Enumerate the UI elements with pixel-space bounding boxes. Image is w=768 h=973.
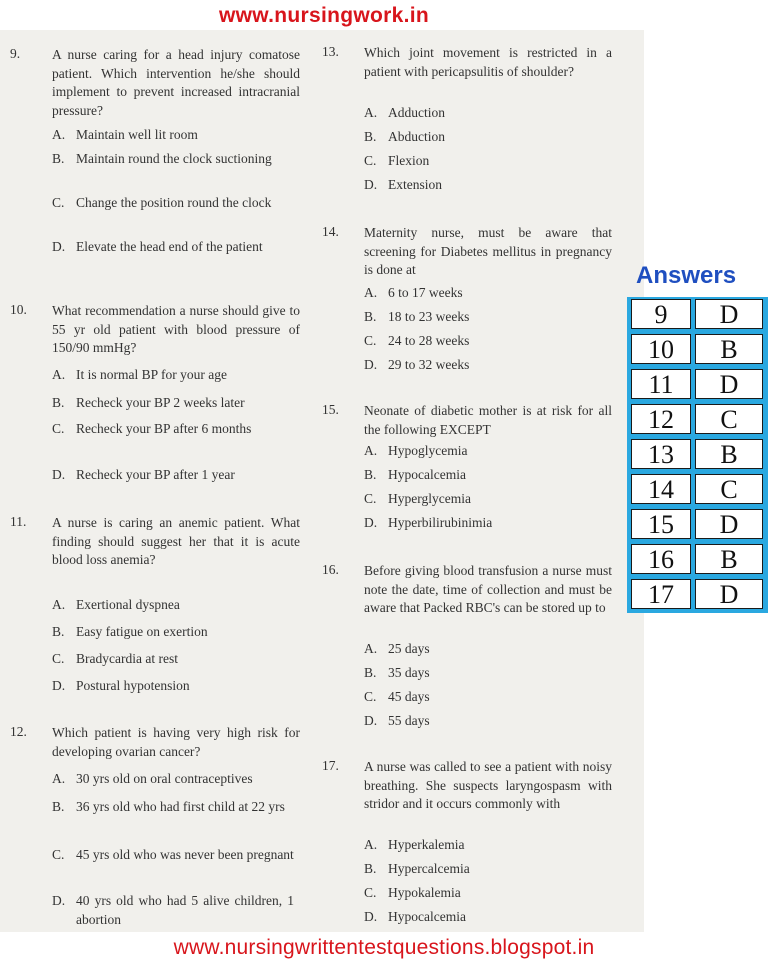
option-a: A. 30 yrs old on oral contraceptives [52, 771, 253, 786]
question-number: 15. [322, 402, 339, 417]
answer-question-number: 9 [631, 299, 691, 329]
answer-letter: B [695, 544, 763, 574]
option-d: D. Elevate the head end of the patient [52, 239, 263, 254]
answer-question-number: 11 [631, 369, 691, 399]
option-b: B. 35 days [364, 665, 430, 680]
answer-question-number: 10 [631, 334, 691, 364]
question-text: Which joint movement is restricted in a patient with pericapsulitis of shoulder? [364, 45, 612, 79]
answer-question-number: 16 [631, 544, 691, 574]
option-b: B. Recheck your BP 2 weeks later [52, 395, 245, 410]
option-b: B. Abduction [364, 129, 445, 144]
answer-row [627, 332, 768, 366]
answer-letter: D [695, 509, 763, 539]
option-d: D. 29 to 32 weeks [364, 357, 470, 372]
option-d: D. Recheck your BP after 1 year [52, 467, 235, 482]
option-b: B. 18 to 23 weeks [364, 309, 470, 324]
answer-question-number: 13 [631, 439, 691, 469]
question-number: 11. [10, 514, 27, 529]
answer-question-number: 14 [631, 474, 691, 504]
option-a: A. 6 to 17 weeks [364, 285, 463, 300]
question-number: 9. [10, 46, 21, 61]
answers-title: Answers [636, 262, 737, 289]
answer-letter: C [695, 474, 763, 504]
question-number: 17. [322, 758, 339, 773]
question-text: What recommendation a nurse should give to 55 yr old patient with blood pressure of 150/90 mmHg? [52, 303, 300, 355]
answer-letter: D [695, 299, 763, 329]
option-c: C. 45 days [364, 689, 430, 704]
option-c: C. Recheck your BP after 6 months [52, 421, 252, 436]
option-b: B. Hypocalcemia [364, 467, 466, 482]
question-text: Which patient is having very high risk for developing ovarian cancer? [52, 725, 300, 759]
option-a: A. Maintain well lit room [52, 127, 198, 142]
option-c: C. Bradycardia at rest [52, 651, 178, 666]
answer-question-number: 17 [631, 579, 691, 609]
footer-url[interactable]: www.nursingwrittentestquestions.blogspot.in [173, 936, 595, 959]
question-number: 16. [322, 562, 339, 577]
question-number: 10. [10, 302, 27, 317]
question-text: A nurse is caring an anemic patient. What finding should suggest her that it is acute blood loss anemia? [52, 515, 300, 567]
option-d: D. Extension [364, 177, 442, 192]
header-url[interactable]: www.nursingwork.in [219, 4, 429, 27]
answer-row [627, 472, 768, 506]
question-text: Maternity nurse, must be aware that screening for Diabetes mellitus in pregnancy is done at [364, 225, 612, 277]
answers-table [627, 297, 768, 613]
answer-letter: B [695, 439, 763, 469]
answer-row [627, 402, 768, 436]
answer-row [627, 542, 768, 576]
option-b: B. Easy fatigue on exertion [52, 624, 208, 639]
option-c: C. 45 yrs old who was never been pregnant [52, 847, 294, 862]
option-b: B. Maintain round the clock suctioning [52, 151, 272, 166]
answer-letter: D [695, 579, 763, 609]
option-c: C. Flexion [364, 153, 430, 168]
option-c: C. Hyperglycemia [364, 491, 471, 506]
answer-letter: D [695, 369, 763, 399]
question-text: A nurse was called to see a patient with noisy breathing. She suspects laryngospasm with stridor and it occurs commonly with [364, 759, 612, 811]
option-c: C. 24 to 28 weeks [364, 333, 470, 348]
option-c: C. Hypokalemia [364, 885, 461, 900]
option-b: B. 36 yrs old who had first child at 22 yrs [52, 799, 285, 814]
option-a: A. Hypoglycemia [364, 443, 468, 458]
answer-letter: C [695, 404, 763, 434]
question-sheet [0, 30, 644, 932]
answer-question-number: 12 [631, 404, 691, 434]
question-number: 14. [322, 224, 339, 239]
answer-row [627, 437, 768, 471]
option-d: D. Hyperbilirubinimia [364, 515, 493, 530]
answer-row [627, 367, 768, 401]
option-a: A. Exertional dyspnea [52, 597, 180, 612]
option-a: A. Hyperkalemia [364, 837, 465, 852]
option-d: D. Postural hypotension [52, 678, 190, 693]
question-text: A nurse caring for a head injury comatose patient. Which intervention he/she should implement to prevent increased intracranial pressure? [52, 47, 300, 118]
question-number: 13. [322, 44, 339, 59]
option-a: A. It is normal BP for your age [52, 367, 227, 382]
question-text: Neonate of diabetic mother is at risk for all the following EXCEPT [364, 403, 612, 437]
option-d: D. Hypocalcemia [364, 909, 466, 924]
option-c: C. Change the position round the clock [52, 195, 272, 210]
question-text: Before giving blood transfusion a nurse must note the date, time of collection and must be aware that Packed RBC's can be stored up to [364, 563, 612, 615]
answer-row [627, 297, 768, 331]
option-d: D. 55 days [364, 713, 430, 728]
answer-letter: B [695, 334, 763, 364]
option-a: A. 25 days [364, 641, 430, 656]
option-d: D. 40 yrs old who had 5 alive children, 1 abortion [52, 893, 294, 927]
answer-question-number: 15 [631, 509, 691, 539]
question-number: 12. [10, 724, 27, 739]
answer-row [627, 577, 768, 611]
answer-row [627, 507, 768, 541]
option-a: A. Adduction [364, 105, 445, 120]
option-b: B. Hypercalcemia [364, 861, 470, 876]
